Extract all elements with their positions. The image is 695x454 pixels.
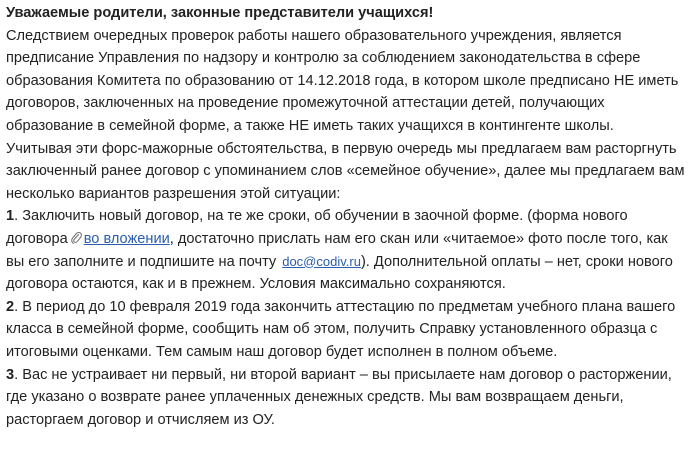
option-1-paragraph	[6, 205, 689, 295]
intro-paragraph: Следствием очередных проверок работы нашего образовательного учреждения, является предписание Управления по надзору и контролю за соблюдением законодательства в сфере образования Комитета по образованию от 14.12.2018 года, в котором школе предписано НЕ иметь договоров, заключенных на проведение промежуточной аттестации детей, получающих образование в семейной форме, а также НЕ иметь таких учащихся в контингенте школы.	[6, 27, 679, 134]
option-3-text: . Вас не устраивает ни первый, ни второй вариант – вы присылаете нам договор о расторжении, где указано о возврате ранее уплаченных денежных средств. Мы вам возвращаем деньги, расторгаем договор и отчисляем из ОУ.	[6, 366, 672, 428]
email-link[interactable]: doc@codiv.ru	[282, 253, 361, 269]
option-1-text-a: . Заключить новый договор, на те же сроки, об обучении в заочной форме. (форма нового договора	[6, 208, 628, 247]
option-2-number: 2	[6, 298, 15, 315]
letter-title: Уважаемые родители, законные представители учащихся!	[6, 5, 434, 21]
option-1-number: 1	[6, 208, 15, 225]
paperclip-icon	[71, 231, 82, 245]
option-3-number: 3	[6, 366, 15, 383]
option-2-text: . В период до 10 февраля 2019 года закончить аттестацию по предметам учебного плана вашего класса в семейной форме, сообщить нам об этом, получить Справку установленного образца с итоговыми оценками. Тем самым наш договор будет исполнен в полном объеме.	[6, 298, 676, 360]
attachment-link[interactable]: во вложении	[83, 230, 170, 247]
option-3-paragraph	[6, 364, 689, 432]
option-2-paragraph	[6, 296, 689, 364]
option-1-text-b: , достаточно прислать нам его скан или «читаемое» фото после того, как вы его заполните и подпишите на почту	[6, 230, 668, 270]
option-1-text-c: ). Дополнительной оплаты – нет, сроки нового договора остаются, как и в прежнем. Условия максимально сохраняются.	[6, 253, 673, 293]
context-paragraph: Учитывая эти форс-мажорные обстоятельства, в первую очередь мы предлагаем вам расторгнуть заключенный ранее договор с упоминанием слов «семейное обучение», далее мы предлагаем вам несколько вариантов разрешения этой ситуации:	[6, 140, 685, 202]
